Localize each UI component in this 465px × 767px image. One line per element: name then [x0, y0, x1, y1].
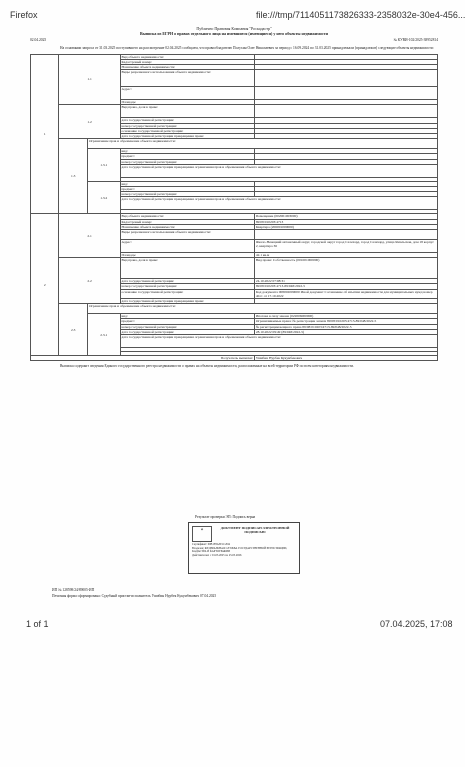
label-regnum-2: номер государственной регистрации: [120, 284, 254, 289]
objects-table [30, 54, 438, 362]
label-purpose: Назначение объекта недвижимости: [120, 65, 254, 70]
page-indicator: 1 of 1 [26, 619, 49, 629]
row-2-number: 2 [31, 214, 59, 356]
stamp-owner: Владелец: ФЕДЕРАЛЬНАЯ СЛУЖБА ГОСУДАРСТВЕННОЙ РЕГИСТРАЦИИ, КАДАСТРА И КАРТОГРАФИИ [192, 546, 288, 554]
value-regdate: 24.10.2022 07:08:31 [254, 279, 437, 284]
row-1-number: 1 [31, 54, 59, 214]
value-object-type: Помещение (002001003000) [254, 214, 437, 219]
label-encnum: номер государственной регистрации: [120, 159, 254, 164]
document-date: 02.04.2025 [30, 38, 47, 42]
label-subject: предмет: [120, 154, 254, 159]
label-end-2: дата государственной регистрации прекращения права: [120, 299, 254, 304]
label-encnum-3: номер государственной регистрации: [120, 324, 254, 329]
stamp-cert: Сертификат: 00B1F8A3E1C2D4 [192, 543, 230, 546]
value-purpose: Квартира (206001000000) [254, 224, 437, 229]
row-2-3: 2.3 [59, 304, 87, 356]
label-subject-3: предмет: [120, 319, 254, 324]
label-cadastral: Кадастровый номер: [120, 59, 254, 64]
label-address-2: Адрес: [120, 240, 254, 253]
value-subject: Ограничиваемые права: № регистрации записи 89:08:010203:4713-89/048/2022-5 [254, 319, 437, 324]
row-1-3-2: 1.3.2 [87, 181, 120, 214]
stamp-valid: Действителен: с 01.03.2025 по 25.05.2026 [192, 553, 242, 557]
row-1-1: 1.1 [59, 54, 120, 105]
label-use-2: Виды разрешенного использования объекта недвижимости: [120, 230, 254, 240]
label-encend-3: дата государственной регистрации прекращения ограничения прав и обременения объекта недвижимости: [120, 335, 437, 348]
label-kind: вид: [120, 149, 254, 154]
row-1-3-1: 1.3.1 [87, 149, 120, 182]
label-purpose-2: Назначение объекта недвижимости: [120, 224, 254, 229]
label-object-type-2: Вид объекта недвижимости: [120, 214, 254, 219]
value-holder: Ушибин Нурбек Кукумбекович [254, 356, 437, 361]
label-regdate: дата государственной регистрации: [120, 118, 254, 123]
label-use: Виды разрешенного использования объекта недвижимости: [120, 70, 254, 87]
label-cadastral-2: Кадастровый номер: [120, 219, 254, 224]
label-area: Площадь: [120, 100, 254, 105]
value-encnum: № регистрации вещного права 89:08:010203:4713-89/048/2022-5 [254, 324, 437, 329]
document-number: № КУВИ-102/2025-38952814 [393, 38, 438, 42]
stamp-title: ДОКУМЕНТ ПОДПИСАН ЭЛЕКТРОННОЙ ПОДПИСЬЮ [220, 526, 290, 534]
row-2-3-1: 2.3.1 [87, 314, 120, 356]
label-encend-2: дата государственной регистрации прекращения ограничения прав и обременения объекта недвижимости: [120, 197, 437, 210]
ip-number: ИП № 128598/24/89005-ИП [52, 588, 95, 592]
label-encnum-2: номер государственной регистрации: [120, 192, 254, 197]
value-kind: Ипотека в силу закона (022006000000) [254, 314, 437, 319]
emblem-icon: ◈ [192, 526, 212, 542]
label-subject-2: предмет: [120, 187, 254, 192]
label-basis: основание государственной регистрации: [120, 128, 254, 133]
label-area-2: Площадь: [120, 253, 254, 258]
row-1-2: 1.2 [59, 105, 120, 139]
label-regdate-2: дата государственной регистрации: [120, 279, 254, 284]
row-1-3: 1.3 [59, 139, 87, 214]
label-kind-2: вид: [120, 181, 254, 186]
label-encumbrance-2: Ограничение прав и обременение объекта недвижимости: [87, 304, 437, 314]
value-right: Вид права: Собственность (001001000000) [254, 258, 437, 279]
printed-by: Печатная форма сформирована: Судебный пристав-исполнитель Ушибин Нурбек Кукумбекович 07.04.2025 [52, 594, 217, 598]
signature-stamp [188, 522, 300, 574]
value-cadastral: 89:08:010203:4713 [254, 219, 437, 224]
footer-note: Выписка содержит сведения Единого государственного реестра недвижимости о правах на объекты недвижимости, расположенные на всей территории РФ по всем категориям недвижимости. [60, 364, 354, 369]
row-2-1: 2.1 [59, 214, 120, 258]
value-area: 42.1 кв.м [254, 253, 437, 258]
signature-caption: Результат проверки ЭП: Подпись верна [195, 515, 256, 519]
value-encdate: 28.10.2022 09:49 (89/048/2022-5) [254, 329, 437, 334]
print-datetime: 07.04.2025, 17:08 [380, 619, 453, 629]
row-2-2: 2.2 [59, 258, 120, 304]
value-encdate-label: дата государственной регистрации: [120, 329, 254, 334]
url-bar[interactable]: file:///tmp/7114051173826333-2358032e-30e4-456... [256, 10, 465, 20]
label-holder: Получатель выписки: [31, 356, 255, 361]
document-title: Выписка из ЕГРН о правах отдельного лица на имевшиеся (имеющиеся) у него объекты недвижимости [139, 31, 328, 36]
label-end: дата государственной регистрации прекращения права: [120, 134, 254, 139]
label-address: Адрес: [120, 87, 254, 100]
label-right: Вид права, доля в праве: [120, 105, 254, 118]
browser-app-name: Firefox [10, 10, 38, 20]
label-right-2: Вид права, доля в праве: [120, 258, 254, 279]
label-kind-3: вид: [120, 314, 254, 319]
egrn-document [30, 26, 438, 369]
value-basis: Код документа 008002009000 Иной документ Соглашение об изъятии недвижимости для муниципальных нужд номер 40-С от 17.10.2022 [254, 289, 437, 298]
label-encumbrance: Ограничение прав и обременение объекта недвижимости: [87, 139, 437, 149]
label-basis-2: основание государственной регистрации: [120, 289, 254, 298]
label-regnum: номер государственной регистрации: [120, 123, 254, 128]
value-address: Ямало-Ненецкий автономный округ, городской округ город Салехард, город Салехард, улица Ямальская, дом 18 корпус 2, квартира 36 [254, 240, 437, 253]
org-name: Публично Правовая Компания "Роскадастр" [196, 26, 272, 31]
intro-text: На основании запроса от 31.03.2025 поступившего на рассмотрение 02.04.2025 сообщаем, что правообладателю Полухин Олег Николаевич за период с 16.09.2024 по 31.03.2025 принадлежали (принадлежат) следующие объекты недвижимости: [60, 46, 434, 50]
label-encend: дата государственной регистрации прекращения ограничения прав и обременения объекта недвижимости: [120, 164, 437, 177]
label-object-type: Вид объекта недвижимости: [120, 54, 254, 59]
value-regnum: 89:08:010203:4713-89/048/2022-5 [254, 284, 437, 289]
